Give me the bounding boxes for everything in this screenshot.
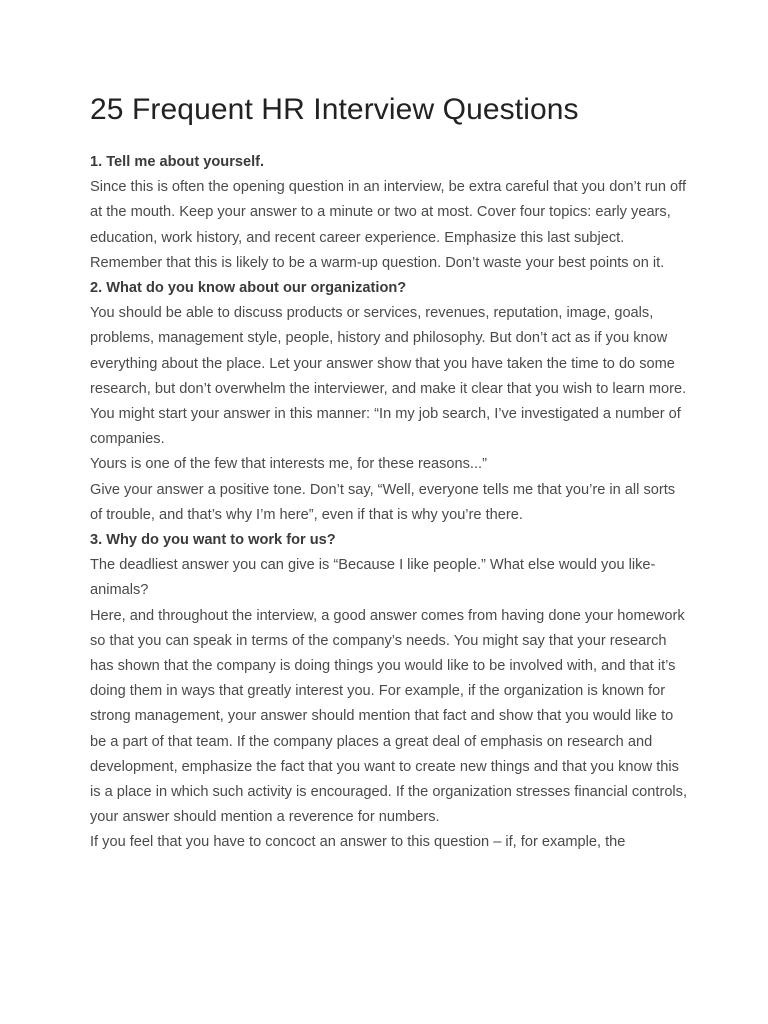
answer-paragraph: You might start your answer in this manner: “In my job search, I’ve investigated a number of companies. <box>90 406 681 448</box>
answer-paragraph: You should be able to discuss products or services, revenues, reputation, image, goals, problems, management style, people, history and philosophy. But don’t act as if you know everything about the place. Let your answer show that you have taken the time to do some research, but don’t overwhelm the interviewer, and make it clear that you wish to learn more. <box>90 305 687 397</box>
answer-paragraph: The deadliest answer you can give is “Because I like people.” What else would you like-animals? <box>90 557 656 599</box>
question-heading-2: 2. What do you know about our organization? <box>90 280 407 297</box>
answer-paragraph: Here, and throughout the interview, a good answer comes from having done your homework so that you can speak in terms of the company’s needs. You might say that your research has shown that the company is doing things you would like to be involved with, and that it’s doing them in ways that greatly interest you. For example, if the organization is known for strong management, your answer should mention that fact and show that you would like to be a part of that team. If the company places a great deal of emphasis on research and development, emphasize the fact that you want to create new things and that you know this is a place in which such activity is encouraged. If the organization stresses financial controls, your answer should mention a reverence for numbers. <box>90 607 688 826</box>
answer-paragraph: Yours is one of the few that interests me, for these reasons...” <box>90 456 487 473</box>
question-heading-1: 1. Tell me about yourself. <box>90 154 265 170</box>
question-heading-3: 3. Why do you want to work for us? <box>90 532 336 549</box>
answer-paragraph: If you feel that you have to concoct an answer to this question – if, for example, the <box>90 834 626 851</box>
answer-paragraph: Since this is often the opening question in an interview, be extra careful that you don’t run off at the mouth. Keep your answer to a minute or two at most. Cover four topics: early years, education, work history, and recent career experience. Emphasize this last subject. Remember that this is likely to be a warm-up question. Don’t waste your best points on it. <box>90 179 687 271</box>
document-title: 25 Frequent HR Interview Questions <box>90 93 579 126</box>
document-body <box>90 150 690 856</box>
document-page <box>90 88 690 856</box>
answer-paragraph: Give your answer a positive tone. Don’t say, “Well, everyone tells me that you’re in all sorts of trouble, and that’s why I’m here”, even if that is why you’re there. <box>90 481 676 523</box>
